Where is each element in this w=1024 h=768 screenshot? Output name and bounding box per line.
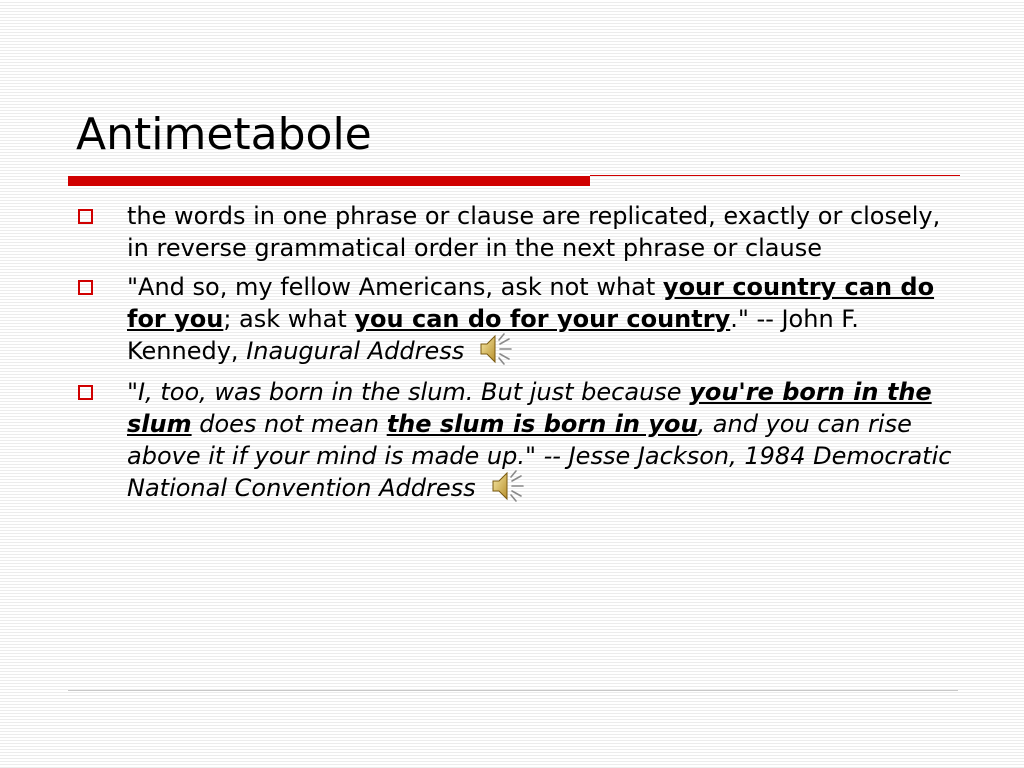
quote-attribution: ." -- John F. Kennedy, [127, 305, 859, 365]
title-underline-thick [68, 176, 590, 186]
square-bullet-icon [78, 280, 93, 295]
quote-text: ; ask what [223, 305, 355, 333]
definition-text: the words in one phrase or clause are replicated, exactly or closely, in reverse grammatical order in the next phrase or clause [127, 202, 941, 262]
footer-divider [68, 690, 958, 691]
bullet-list [78, 200, 958, 513]
bullet-item-definition [78, 200, 958, 264]
quote-emphasis: you're born in the slum [127, 378, 932, 438]
bullet-item-jackson-quote [78, 376, 958, 506]
speaker-icon[interactable] [478, 332, 516, 366]
quote-emphasis: the slum is born in you [386, 410, 698, 438]
quote-emphasis: you can do for your country [354, 305, 731, 333]
title-underline-thin [590, 175, 960, 176]
quote-emphasis: your country can do for you [127, 273, 935, 333]
slide-title: Antimetabole [76, 109, 372, 160]
quote-text: "And so, my fellow Americans, ask not what [127, 273, 663, 301]
square-bullet-icon [78, 385, 93, 400]
bullet-item-kennedy-quote [78, 271, 958, 369]
square-bullet-icon [78, 209, 93, 224]
speaker-icon[interactable] [490, 469, 528, 503]
quote-text: does not mean [191, 410, 387, 438]
quote-attribution: , and you can rise above it if your mind is made up." -- Jesse Jackson, 1984 Democratic National Convention Address [127, 410, 952, 502]
quote-text: "I, too, was born in the slum. But just because [127, 378, 690, 406]
quote-source: Inaugural Address [246, 337, 465, 365]
